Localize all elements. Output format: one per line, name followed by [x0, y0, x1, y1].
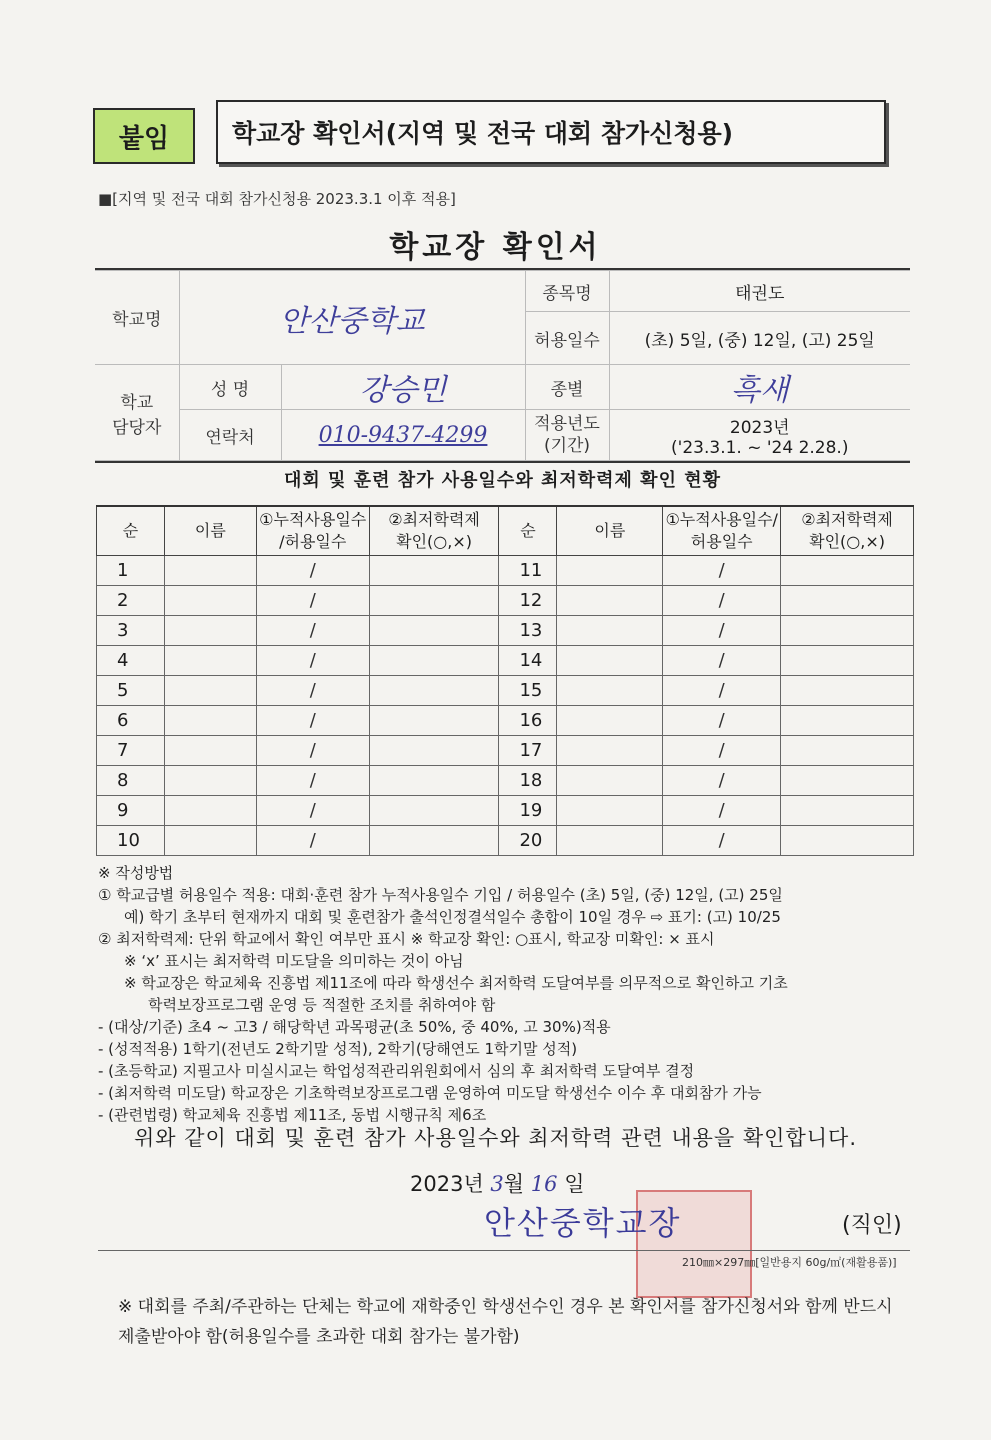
writing-method — [98, 862, 928, 1126]
col-header: 순 — [97, 506, 165, 556]
year-value: 2023년 — [729, 417, 790, 438]
academic-check-cell — [369, 646, 499, 676]
row-number: 13 — [499, 616, 557, 646]
academic-check-cell — [369, 826, 499, 856]
date-month: 3 — [490, 1172, 504, 1196]
days-cell: / — [256, 586, 369, 616]
col-header: 이름 — [557, 506, 663, 556]
contact-value: 010-9437-4299 — [281, 410, 525, 461]
days-cell: / — [663, 676, 781, 706]
academic-check-cell — [369, 796, 499, 826]
header-title: 학교장 확인서(지역 및 전국 대회 참가신청용) — [216, 100, 886, 164]
row-number: 19 — [499, 796, 557, 826]
allowed-value: (초) 5일, (중) 12일, (고) 25일 — [609, 312, 910, 365]
days-cell: / — [256, 766, 369, 796]
name-cell — [557, 586, 663, 616]
row-number: 8 — [97, 766, 165, 796]
name-value: 강승민 — [281, 365, 525, 410]
days-cell: / — [256, 556, 369, 586]
table-row — [97, 646, 914, 676]
academic-check-cell — [781, 646, 914, 676]
date-day-unit: 일 — [564, 1172, 585, 1196]
method-line: - (관련법령) 학교체육 진흥법 제11조, 동법 시행규칙 제6조 — [98, 1106, 487, 1124]
name-cell — [557, 796, 663, 826]
method-line: ※ 작성방법 — [98, 864, 174, 882]
name-cell — [557, 706, 663, 736]
method-line: - (대상/기준) 초4 ~ 고3 / 해당학년 과목평균(초 50%, 중 40%, 고 30%)적용 — [98, 1018, 611, 1036]
name-cell — [557, 556, 663, 586]
date-month-unit: 월 — [503, 1172, 525, 1196]
academic-check-cell — [781, 826, 914, 856]
table-row — [97, 706, 914, 736]
row-number: 20 — [499, 826, 557, 856]
signature-date — [410, 1168, 585, 1198]
days-cell: / — [256, 826, 369, 856]
academic-check-cell — [781, 586, 914, 616]
name-cell — [164, 826, 256, 856]
attachment-tag: 붙임 — [93, 108, 195, 164]
days-cell: / — [663, 646, 781, 676]
table-row — [97, 736, 914, 766]
academic-check-cell — [369, 766, 499, 796]
document-title: 학교장 확인서 — [389, 230, 602, 265]
academic-check-cell — [781, 706, 914, 736]
row-number: 11 — [499, 556, 557, 586]
method-line: 학력보장프로그램 운영 등 적절한 조치를 취하여야 함 — [148, 996, 496, 1014]
academic-check-cell — [369, 676, 499, 706]
days-cell: / — [663, 556, 781, 586]
academic-check-cell — [369, 616, 499, 646]
year-label: 적용년도 (기간) — [525, 410, 609, 461]
academic-check-cell — [369, 556, 499, 586]
usage-table — [96, 505, 914, 856]
row-number: 12 — [499, 586, 557, 616]
row-number: 15 — [499, 676, 557, 706]
footer-note: ※ 대회를 주최/주관하는 단체는 학교에 재학중인 학생선수인 경우 본 확인서를 참가신청서와 함께 반드시 제출받아야 함(허용일수를 초과한 대회 참가는 불가함) — [118, 1297, 893, 1347]
days-cell: / — [663, 736, 781, 766]
days-cell: / — [256, 796, 369, 826]
year-period: ('23.3.1. ~ '24 2.28.) — [671, 437, 849, 458]
name-cell — [557, 736, 663, 766]
applicability-note: ■[지역 및 전국 대회 참가신청용 2023.3.1 이후 적용] — [98, 190, 456, 208]
row-number: 16 — [499, 706, 557, 736]
row-number: 7 — [97, 736, 165, 766]
section-title: 대회 및 훈련 참가 사용일수와 최저학력제 확인 현황 — [283, 470, 721, 491]
row-number: 5 — [97, 676, 165, 706]
table-row — [97, 766, 914, 796]
method-line: ※ ‘x’ 표시는 최저학력 미도달을 의미하는 것이 아님 — [124, 952, 464, 970]
days-cell: / — [256, 736, 369, 766]
row-number: 18 — [499, 766, 557, 796]
name-cell — [164, 646, 256, 676]
event-label: 종목명 — [525, 271, 609, 312]
name-cell — [164, 556, 256, 586]
seal-label: (직인) — [842, 1213, 902, 1238]
method-line: - (초등학교) 지필고사 미실시교는 학업성적관리위원회에서 심의 후 최저학력 도달여부 결정 — [98, 1062, 695, 1080]
row-number: 6 — [97, 706, 165, 736]
event-value: 태권도 — [609, 271, 910, 312]
name-cell — [164, 766, 256, 796]
days-cell: / — [663, 586, 781, 616]
confirmation-statement: 위와 같이 대회 및 훈련 참가 사용일수와 최저학력 관련 내용을 확인합니다. — [133, 1126, 857, 1150]
name-cell — [557, 766, 663, 796]
name-cell — [164, 736, 256, 766]
method-line: - (최저학력 미도달) 학교장은 기초학력보장프로그램 운영하여 미도달 학생선수 이수 후 대회참가 가능 — [98, 1084, 762, 1102]
days-cell: / — [663, 706, 781, 736]
info-table — [95, 268, 910, 463]
method-line: - (성적적용) 1학기(전년도 2학기말 성적), 2학기(당해연도 1학기말 성적) — [98, 1040, 578, 1058]
name-label: 성 명 — [179, 365, 281, 410]
name-cell — [557, 616, 663, 646]
row-number: 14 — [499, 646, 557, 676]
contact-label: 연락처 — [179, 410, 281, 461]
gender-value: 흑새 — [609, 365, 910, 410]
academic-check-cell — [781, 676, 914, 706]
table-row — [97, 826, 914, 856]
method-line: ※ 학교장은 학교체육 진흥법 제11조에 따라 학생선수 최저학력 도달여부를 의무적으로 확인하고 기초 — [124, 974, 788, 992]
col-header: ①누적사용일수 /허용일수 — [256, 506, 369, 556]
name-cell — [557, 826, 663, 856]
days-cell: / — [256, 706, 369, 736]
academic-check-cell — [781, 766, 914, 796]
academic-check-cell — [369, 706, 499, 736]
row-number: 1 — [97, 556, 165, 586]
school-label: 학교명 — [95, 271, 179, 365]
table-row — [97, 586, 914, 616]
table-row — [97, 676, 914, 706]
table-row — [97, 796, 914, 826]
col-header: 순 — [499, 506, 557, 556]
school-value: 안산중학교 — [179, 271, 525, 365]
name-cell — [164, 586, 256, 616]
name-cell — [164, 616, 256, 646]
date-year: 2023년 — [410, 1172, 484, 1196]
days-cell: / — [256, 676, 369, 706]
principal-name: 안산중학교장 — [484, 1204, 682, 1242]
academic-check-cell — [369, 586, 499, 616]
row-number: 3 — [97, 616, 165, 646]
name-cell — [557, 676, 663, 706]
col-header: ②최저학력제 확인(○,×) — [781, 506, 914, 556]
name-cell — [164, 706, 256, 736]
name-cell — [164, 676, 256, 706]
days-cell: / — [256, 646, 369, 676]
days-cell: / — [663, 826, 781, 856]
row-number: 2 — [97, 586, 165, 616]
academic-check-cell — [781, 736, 914, 766]
method-line: ② 최저학력제: 단위 학교에서 확인 여부만 표시 ※ 학교장 확인: ○표시, 학교장 미확인: × 표시 — [98, 930, 715, 948]
allowed-label: 허용일수 — [525, 312, 609, 365]
name-cell — [557, 646, 663, 676]
year-cell — [609, 410, 910, 461]
method-line: ① 학교급별 허용일수 적용: 대회·훈련 참가 누적사용일수 기입 / 허용일수 (초) 5일, (중) 12일, (고) 25일 — [98, 886, 783, 904]
row-number: 17 — [499, 736, 557, 766]
table-row — [97, 616, 914, 646]
days-cell: / — [256, 616, 369, 646]
gender-label: 종별 — [525, 365, 609, 410]
academic-check-cell — [369, 736, 499, 766]
date-day: 16 — [530, 1172, 558, 1196]
row-number: 10 — [97, 826, 165, 856]
days-cell: / — [663, 766, 781, 796]
col-header: ①누적사용일수/ 허용일수 — [663, 506, 781, 556]
name-cell — [164, 796, 256, 826]
table-row — [97, 556, 914, 586]
paper-info: 210㎜×297㎜[일반용지 60g/㎡(재활용품)] — [682, 1256, 897, 1269]
divider — [98, 1250, 910, 1251]
days-cell: / — [663, 616, 781, 646]
academic-check-cell — [781, 616, 914, 646]
row-number: 9 — [97, 796, 165, 826]
col-header: ②최저학력제 확인(○,×) — [369, 506, 499, 556]
row-number: 4 — [97, 646, 165, 676]
col-header: 이름 — [164, 506, 256, 556]
academic-check-cell — [781, 556, 914, 586]
manager-label: 학교 담당자 — [95, 365, 179, 461]
days-cell: / — [663, 796, 781, 826]
academic-check-cell — [781, 796, 914, 826]
method-line: 예) 학기 초부터 현재까지 대회 및 훈련참가 출석인정결석일수 총합이 10일 경우 ⇨ 표기: (고) 10/25 — [124, 908, 781, 926]
